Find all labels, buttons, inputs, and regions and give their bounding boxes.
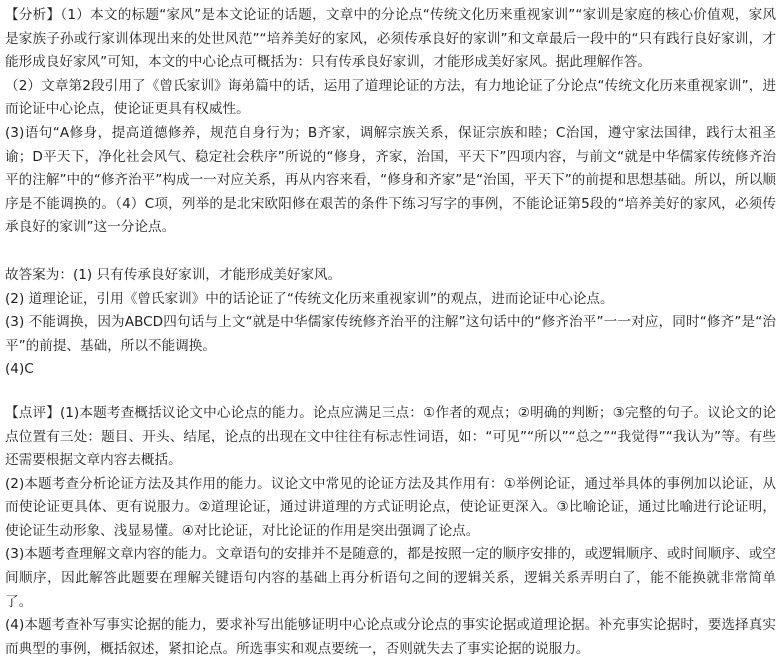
analysis-paragraph-3: (3)语句“A修身，提高道德修养，规范自身行为；B齐家，调解宗族关系，保证宗族和睦；C治国，遵守家法国律，践行太祖圣谕；D平天下，净化社会风气、稳定社会秩序”所说的“修身，齐家，治国，平天下”四项内容，与前文“就是中华儒家传统修齐治平的注解”中的“修齐治平”构成一一对应关系，再从内容来看，“修身和齐家”是“治国，平天下”的前提和思想基础。所以，所以顺序是不能调换的。（4）C项，列举的是北宋欧阳修在艰苦的条件下练习写字的事例，不能论证第5段的“培养美好的家风，必须传承良好的家训”这一分论点。 xyxy=(5,124,776,236)
answer-line-2: (2) 道理论证，引用《曾氏家训》中的话论证了“传统文化历来重视家训”的观点，进而论证中心论点。 xyxy=(5,290,614,307)
comment-paragraph-2: (2)本题考查分析论证方法及其作用的能力。议论文中常见的论证方法及其作用有：①举例论证，通过举具体的事例加以论证，从而使论证更具体、更有说服力。②道理论证，通过讲道理的方式证明论点，使论证更深入。③比喻论证，通过比喻进行论证明，使论证生动形象、浅显易懂。④对比论证，对比论证的作用是突出强调了论点。 xyxy=(5,475,776,539)
answer-line-3: (3) 不能调换，因为ABCD四句话与上文“就是中华儒家传统修齐治平的注解”这句话中的“修齐治平”一一对应，同时“修齐”是“治平”的前提、基础，所以不能调换。 xyxy=(5,314,776,354)
answer-line-4: (4)C xyxy=(5,361,34,378)
comment-paragraph-4: (4)本题考查补写事实论据的能力，要求补写出能够证明中心论点或分论点的事实论据或道理论据。补充事实论据时，要选择真实而典型的事例，概括叙述，紧扣论点。所选事实和观点要统一，否则就失去了事实论据的说服力。 xyxy=(5,617,776,657)
analysis-section xyxy=(5,4,776,240)
section-spacer xyxy=(5,240,776,264)
answer-section xyxy=(5,264,776,382)
section-spacer xyxy=(5,382,776,402)
comment-paragraph-1: 【点评】(1)本题考查概括议论文中心论点的能力。论点应满足三点：①作者的观点；②明确的判断；③完整的句子。议论文的论点位置有三处：题目、开头、结尾，论点的出现在文中往往有标志性词语，如：“可见”“所以”“总之”“我觉得”“我认为”等。有些还需要根据文章内容去概括。 xyxy=(5,404,776,469)
comment-paragraph-3: (3)本题考查理解文章内容的能力。文章语句的安排并不是随意的，都是按照一定的顺序安排的，或逻辑顺序、或时间顺序、或空间顺序，因此解答此题要在理解关键语句内容的基础上再分析语句之间的逻辑关系，逻辑关系弄明白了，能不能换就非常简单了。 xyxy=(5,546,776,610)
analysis-paragraph-1: 【分析】（1）本文的标题“家风”是本文论证的话题，文章中的分论点“传统文化历来重视家训”“家训是家庭的核心价值观，家风是家族子孙或行家训体现出来的处世风范”“培养美好的家风，必须传承良好的家训”和文章最后一段中的“只有践行良好家训，才能形成良好家风”可知，本文的中心论点可概括为：只有传承良好家训，才能形成美好家风。据此理解作答。 xyxy=(5,7,776,71)
comment-section xyxy=(5,402,776,661)
answer-line-1: 故答案为：(1) 只有传承良好家训，才能形成美好家风。 xyxy=(5,266,342,283)
analysis-paragraph-2: （2）文章第2段引用了《曾氏家训》诲弟篇中的话，运用了道理论证的方法，有力地论证了分论点“传统文化历来重视家训”，进而论证中心论点，使论证更具有权威性。 xyxy=(5,77,776,118)
